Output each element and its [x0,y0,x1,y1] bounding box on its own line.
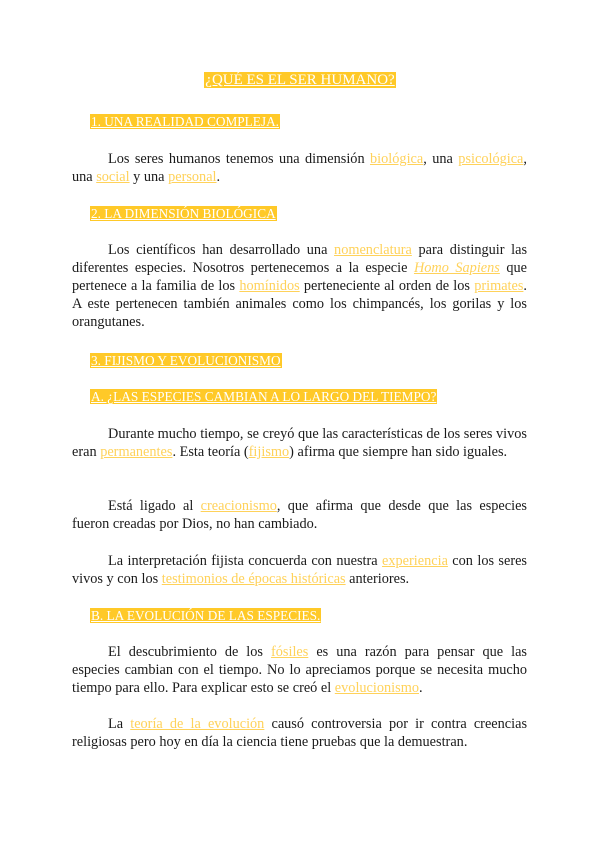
text-run: El descubrimiento de los [108,644,271,660]
text-run: y una [129,169,169,185]
paragraph-fijismo [72,425,527,461]
text-run: para distinguir las diferentes especies. Nosotros pertenecemos a la especie [72,242,528,276]
keyword-fosiles: fósiles [271,644,309,660]
section-heading-3-text: 3. FIJISMO Y EVOLUCIONISMO [91,353,281,368]
text-run: que pertenece a la familia de los [72,260,528,294]
text-run: . [216,169,221,185]
keyword-experiencia: experiencia [382,553,448,569]
keyword-evolucionismo: evolucionismo [334,680,419,696]
section-heading-b [90,608,321,624]
text-run: ) afirma que siempre han sido iguales. [289,444,508,460]
text-run: La interpretación fijista concuerda con nuestra [108,553,383,569]
keyword-biologica: biológica [370,151,424,167]
paragraph-creacionismo [72,497,527,533]
section-heading-a [90,389,437,405]
text-run: perteneciente al orden de los [299,278,475,294]
text-run: Los seres humanos tenemos una dimensión [108,151,371,167]
keyword-nomenclatura: nomenclatura [334,242,412,258]
text-run: con los seres vivos y con los [72,553,527,587]
section-heading-2-text: 2. LA DIMENSIÓN BIOLÓGICA [91,206,276,221]
paragraph-biological [72,241,527,331]
keyword-psicologica: psicológica [458,151,524,167]
text-run: , una [72,151,527,185]
text-run: Está ligado al [108,498,201,514]
text-run: . [418,680,423,696]
keyword-hominidos: homínidos [239,278,300,294]
page-title [0,72,600,89]
text-run: causó controversia por ir contra creencias religiosas pero hoy en día la ciencia tiene pruebas que la demuestran. [72,716,528,750]
section-heading-2 [90,206,277,222]
paragraph-experiencia [72,552,527,588]
text-run: , que afirma que desde que las especies fueron creadas por Dios, no han cambiado. [72,498,527,532]
keyword-teoria-evolucion: teoría de la evolución [130,716,265,732]
paragraph-dimensions [72,150,527,186]
text-run: Durante mucho tiempo, se creyó que las características de los seres vivos eran [72,426,527,460]
page-title-text: ¿QUÉ ES EL SER HUMANO? [205,72,395,88]
text-run: Los científicos han desarrollado una [108,242,335,258]
paragraph-teoria-evolucion [72,715,527,751]
keyword-primates: primates [474,278,524,294]
text-run: La [108,716,131,732]
keyword-creacionismo: creacionismo [200,498,277,514]
section-heading-a-text: A. ¿LAS ESPECIES CAMBIAN A LO LARGO DEL TIEMPO? [91,389,437,404]
keyword-social: social [96,169,130,185]
section-heading-1-text: 1. UNA REALIDAD COMPLEJA. [91,114,280,129]
section-heading-3 [90,353,282,369]
keyword-personal: personal [168,169,217,185]
keyword-permanentes: permanentes [100,444,173,460]
keyword-testimonios: testimonios de épocas históricas [161,571,346,587]
keyword-fijismo: fijismo [248,444,290,460]
paragraph-fosiles [72,643,527,697]
text-run: . A este pertenecen también animales como los chimpancés, los gorilas y los orangutanes. [72,278,527,330]
text-run: es una razón para pensar que las especies cambian con el tiempo. No lo apreciamos porque se necesita mucho tiempo para ello. Para explicar esto se creó el [72,644,527,696]
text-run: , una [423,151,459,167]
section-heading-b-text: B. LA EVOLUCIÓN DE LAS ESPECIES. [91,608,321,623]
text-run: . Esta teoría ( [172,444,249,460]
keyword-homo-sapiens: Homo Sapiens [413,260,500,276]
section-heading-1 [90,114,280,130]
text-run: anteriores. [345,571,410,587]
